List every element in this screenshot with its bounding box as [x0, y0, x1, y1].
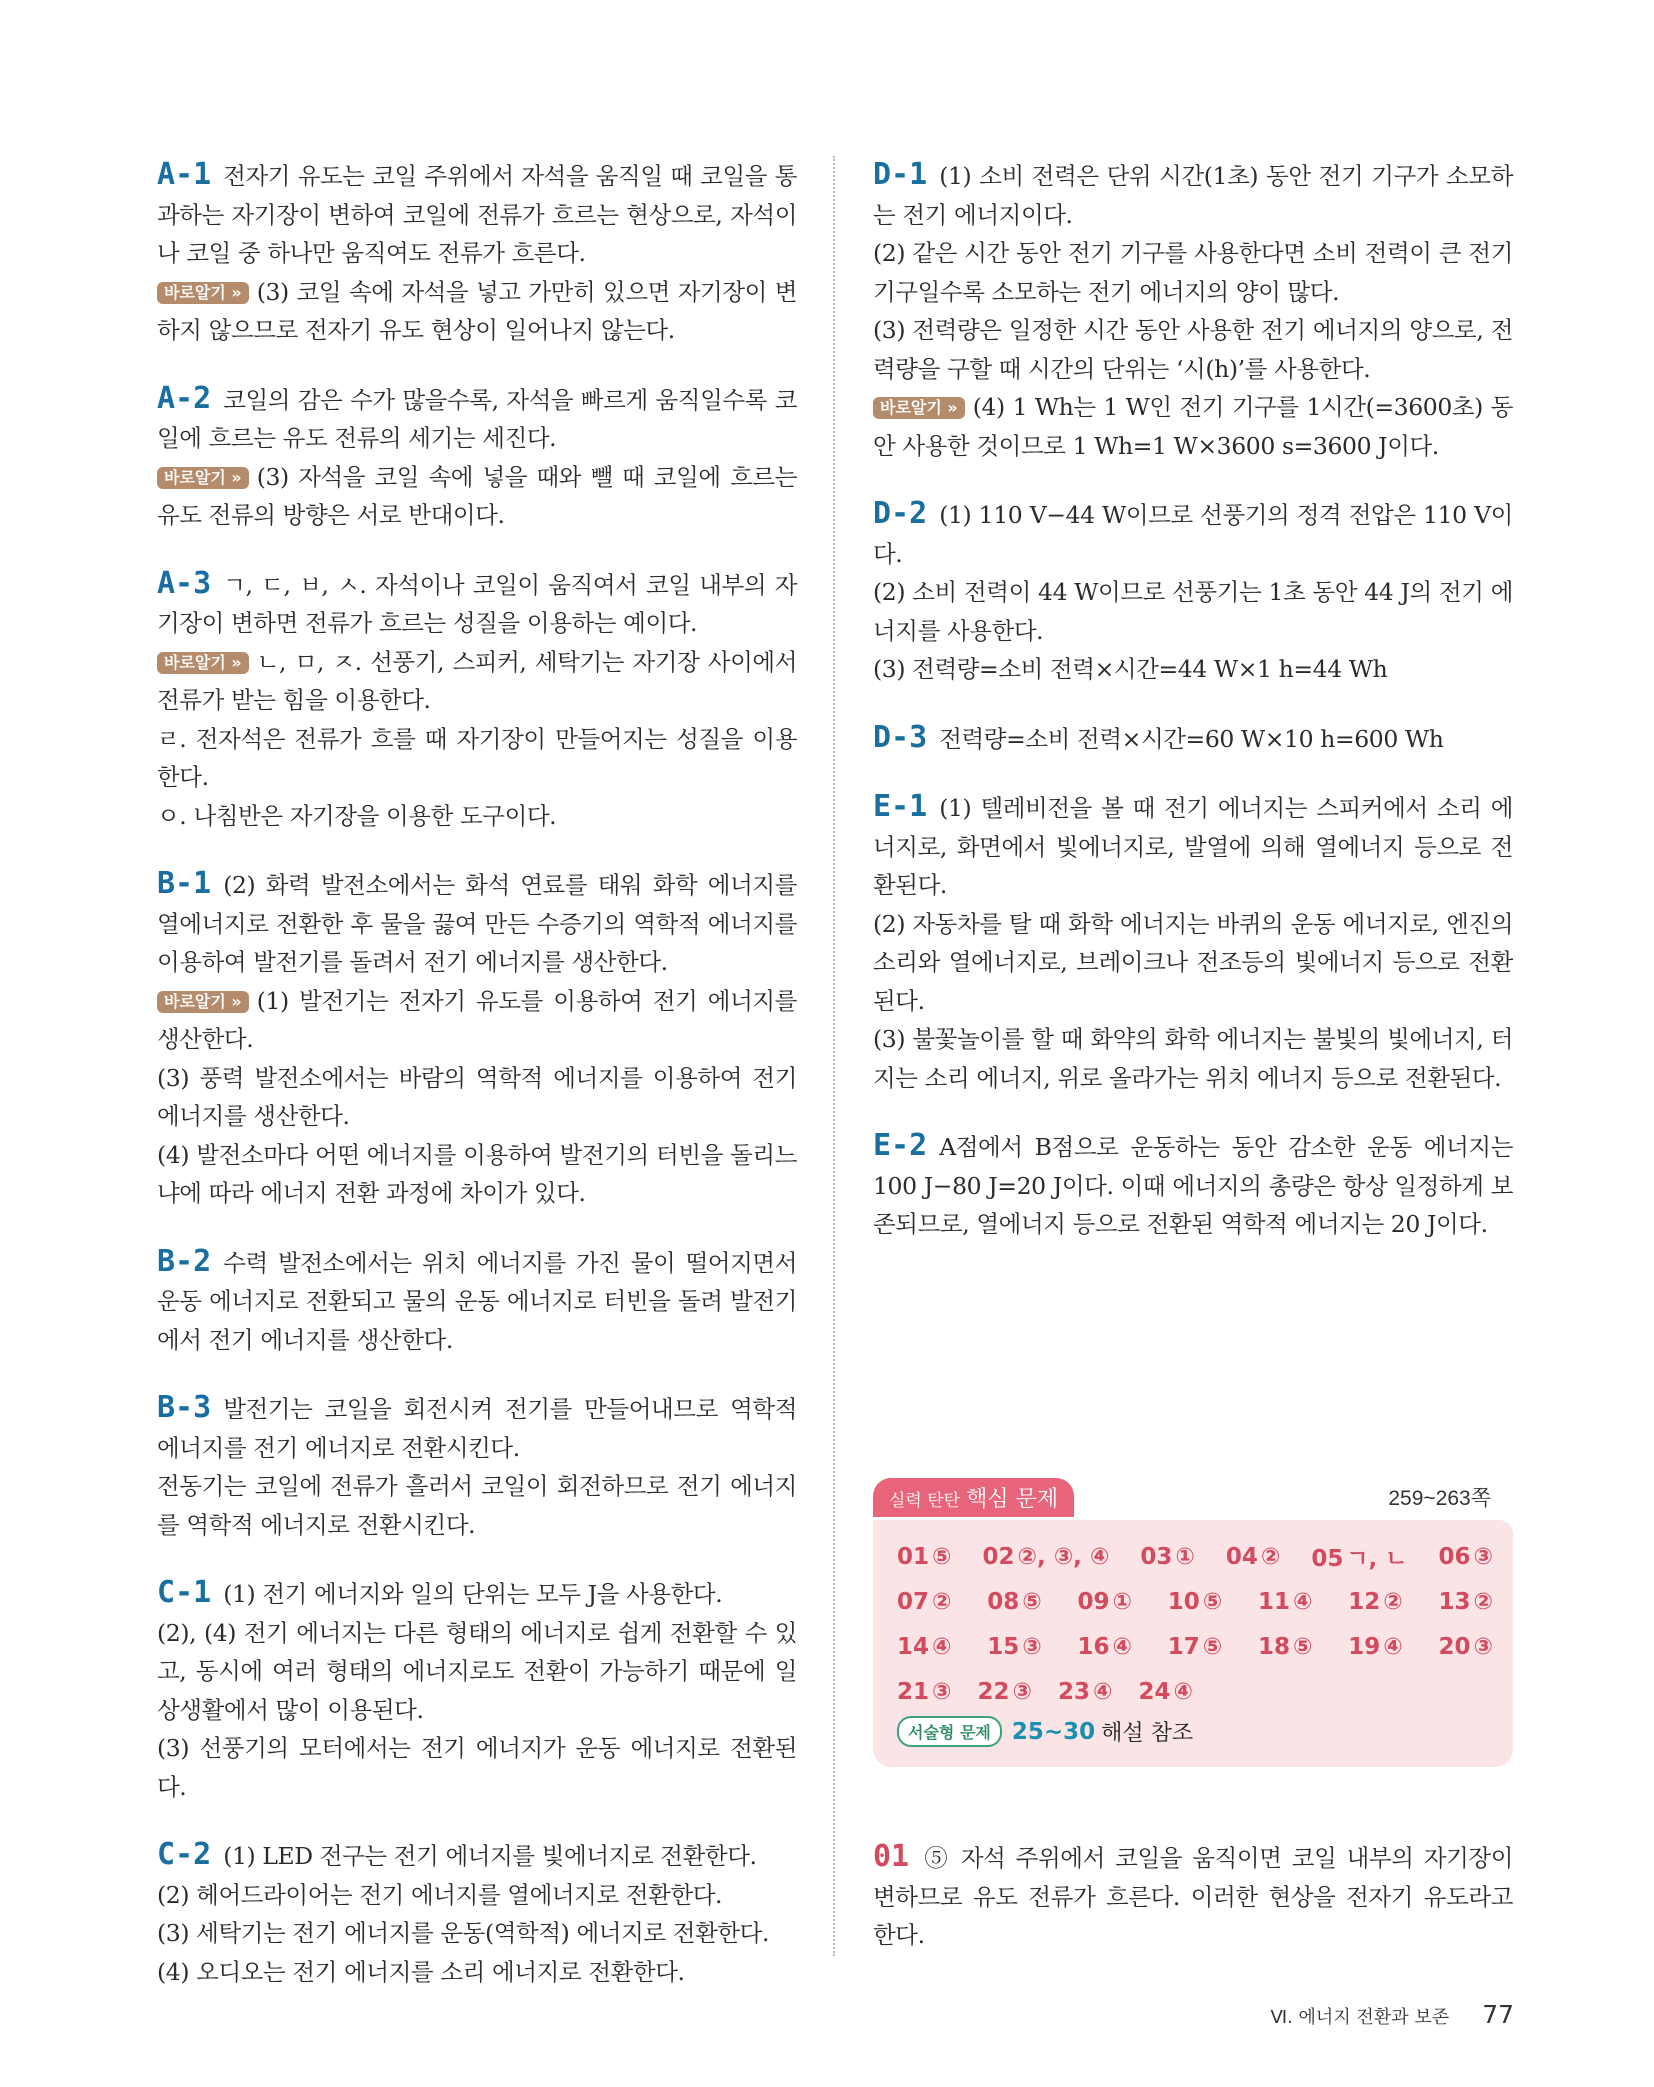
solution-text: (1) 발전기는 전자기 유도를 이용하여 전기 에너지를 생산한다. [157, 986, 797, 1053]
right-column [873, 156, 1513, 1274]
answer-number: 17 [1167, 1633, 1200, 1660]
answer-number: 04 [1225, 1543, 1258, 1570]
answer-item [1348, 1589, 1403, 1615]
answer-item [897, 1544, 952, 1570]
solution-text: 발전기는 코일을 회전시켜 전기를 만들어내므로 역학적 에너지를 전기 에너지로 전환시킨다. [157, 1395, 797, 1462]
check-tag: 바로알기 » [157, 991, 249, 1013]
solution-line [157, 1467, 797, 1544]
answer-number: 02 [982, 1543, 1015, 1570]
answer-row [897, 1534, 1493, 1579]
solution-block [157, 565, 797, 836]
solution-text: (1) 소비 전력은 단위 시간(1초) 동안 전기 기구가 소모하는 전기 에너지이다. [873, 162, 1513, 229]
answer-value: ③ [1473, 1543, 1493, 1570]
answer-number: 21 [897, 1678, 930, 1705]
answer-number: 06 [1438, 1543, 1471, 1570]
answer-value: ③ [1473, 1633, 1493, 1660]
solution-text: (3) 자석을 코일 속에 넣을 때와 뺄 때 코일에 흐르는 유도 전류의 방향은 서로 반대이다. [157, 462, 797, 529]
answer-value: ⑤ [1293, 1633, 1313, 1660]
answer-value: ② [1260, 1543, 1281, 1570]
answer-value: ㄱ, ㄴ [1346, 1546, 1408, 1572]
answer-value: ④ [932, 1633, 952, 1660]
check-tag: 바로알기 » [157, 652, 249, 674]
solution-text: (3) 불꽃놀이를 할 때 화약의 화학 에너지는 불빛의 빛에너지, 터지는 소리 에너지, 위로 올라가는 위치 에너지 등으로 전환된다. [873, 1025, 1513, 1092]
answer-item [1168, 1589, 1223, 1615]
solution-01-text [873, 1838, 1513, 1955]
answer-item [1078, 1589, 1133, 1615]
solution-text: 전자기 유도는 코일 주위에서 자석을 움직일 때 코일을 통과하는 자기장이 변하여 코일에 전류가 흐르는 현상으로, 자석이나 코일 중 하나만 움직여도 전류가 흐른다. [157, 162, 797, 267]
solution-text: ㅇ. 나침반은 자기장을 이용한 도구이다. [157, 801, 557, 830]
answer-title-big: 핵심 문제 [966, 1487, 1059, 1512]
solution-label: A-3 [157, 565, 212, 601]
solution-label: A-2 [157, 380, 212, 416]
solution-text: ㄹ. 전자석은 전류가 흐를 때 자기장이 만들어지는 성질을 이용한다. [157, 724, 797, 791]
column-divider [833, 156, 835, 1956]
solution-block [873, 495, 1513, 689]
essay-row [897, 1716, 1493, 1747]
answer-value: ⑤ [1022, 1588, 1042, 1615]
answer-number: 22 [977, 1678, 1010, 1705]
solution-line [157, 643, 797, 720]
solution-label: C-2 [157, 1837, 212, 1872]
answer-item [987, 1634, 1042, 1660]
answer-panel [873, 1476, 1513, 1767]
answer-value: ③ [1012, 1678, 1032, 1705]
solution-line [157, 1914, 797, 1953]
solution-text: (3) 전력량은 일정한 시간 동안 사용한 전기 에너지의 양으로, 전력량을 구할 때 시간의 단위는 ‘시(h)’를 사용한다. [873, 316, 1513, 383]
answer-item [1311, 1540, 1407, 1573]
check-tag: 바로알기 » [157, 282, 249, 304]
answer-value: ① [1112, 1588, 1132, 1615]
answer-number: 14 [897, 1633, 930, 1660]
solution-label: E-1 [873, 789, 928, 824]
answer-number: 10 [1167, 1588, 1200, 1615]
solution-line [157, 1876, 797, 1915]
solution-label: D-2 [873, 496, 928, 531]
answer-number: 24 [1138, 1678, 1171, 1705]
answer-number: 15 [987, 1633, 1020, 1660]
answer-item [897, 1589, 952, 1615]
answer-box [873, 1520, 1513, 1767]
solution-line [157, 1243, 797, 1360]
solution-text: (1) 전기 에너지와 일의 단위는 모두 J을 사용한다. [223, 1580, 723, 1608]
essay-tag: 서술형 문제 [897, 1716, 1002, 1747]
answer-value: ③ [1022, 1633, 1042, 1660]
solution-text: 전력량=소비 전력×시간=60 W×10 h=600 Wh [939, 724, 1444, 753]
solution-label: C-1 [157, 1575, 212, 1610]
answer-panel-title [873, 1478, 1074, 1517]
solution-line [873, 1127, 1513, 1244]
check-tag: 바로알기 » [873, 397, 965, 419]
answer-value: ②, ③, ④ [1017, 1543, 1110, 1570]
solution-line [157, 1953, 797, 1992]
solution-block [873, 788, 1513, 1097]
solution-line [873, 156, 1513, 234]
solution-text: (3) 코일 속에 자석을 넣고 가만히 있으면 자기장이 변하지 않으므로 전자기 유도 현상이 일어나지 않는다. [157, 277, 797, 344]
solution-block [157, 156, 797, 350]
solution-label: D-3 [873, 719, 928, 755]
solution-line [873, 573, 1513, 650]
solution-line [157, 1059, 797, 1136]
answer-item [1139, 1679, 1194, 1705]
solution-block [157, 1389, 797, 1544]
answer-number: 05 [1311, 1546, 1344, 1572]
answer-title-small: 실력 탄탄 [889, 1491, 961, 1511]
answer-number: 19 [1348, 1633, 1381, 1660]
solution-label: B-2 [157, 1243, 212, 1279]
solution-body: ⑤ 자석 주위에서 코일을 움직이면 코일 내부의 자기장이 변하므로 유도 전류가 흐른다. 이러한 현상을 전자기 유도라고 한다. [873, 1844, 1513, 1949]
answer-item [1439, 1634, 1494, 1660]
solution-line [157, 1136, 797, 1213]
solution-text: (1) LED 전구는 전기 에너지를 빛에너지로 전환한다. [223, 1842, 757, 1870]
solution-line [157, 1614, 797, 1730]
answer-number: 20 [1438, 1633, 1471, 1660]
solution-block [157, 380, 797, 535]
answer-item [1439, 1589, 1494, 1615]
solution-text: (3) 세탁기는 전기 에너지를 운동(역학적) 에너지로 전환한다. [157, 1919, 770, 1947]
answer-panel-header [873, 1476, 1513, 1520]
solution-line [157, 565, 797, 643]
answer-item [1168, 1634, 1223, 1660]
answer-value: ④ [1293, 1588, 1313, 1615]
solution-text: ㄴ, ㅁ, ㅈ. 선풍기, 스피커, 세탁기는 자기장 사이에서 전류가 받는 힘을 이용한다. [157, 647, 797, 714]
answer-item [1348, 1634, 1403, 1660]
answer-row [897, 1579, 1493, 1624]
answer-number: 01 [897, 1543, 930, 1570]
answer-value: ⑤ [1202, 1588, 1223, 1615]
answer-value: ④ [1093, 1678, 1113, 1705]
solution-line [873, 650, 1513, 689]
solution-line [157, 982, 797, 1059]
solution-line [873, 311, 1513, 388]
solution-text: ㄱ, ㄷ, ㅂ, ㅅ. 자석이나 코일이 움직여서 코일 내부의 자기장이 변하면 전류가 흐르는 성질을 이용하는 예이다. [157, 570, 797, 637]
answer-item [1140, 1544, 1195, 1570]
page-footer [1271, 2000, 1515, 2029]
solution-label: 01 [873, 1839, 910, 1874]
solution-line [157, 797, 797, 836]
solution-block [873, 156, 1513, 465]
solution-text: (4) 발전소마다 어떤 에너지를 이용하여 발전기의 터빈을 돌리느냐에 따라 에너지 전환 과정에 차이가 있다. [157, 1140, 797, 1207]
solution-line [157, 720, 797, 797]
answer-value: ② [932, 1588, 952, 1615]
solution-line [873, 234, 1513, 311]
answer-number: 13 [1438, 1588, 1471, 1615]
solution-text: (2) 자동차를 탈 때 화학 에너지는 바퀴의 운동 에너지로, 엔진의 소리와 열에너지로, 브레이크나 전조등의 빛에너지 등으로 전환된다. [873, 909, 1513, 1015]
solution-line [873, 788, 1513, 905]
footer-section: Ⅵ. 에너지 전환과 보존 [1270, 2007, 1450, 2028]
solution-block [873, 719, 1513, 759]
solution-text: (1) 텔레비전을 볼 때 전기 에너지는 스피커에서 소리 에너지로, 화면에서 빛에너지로, 발열에 의해 열에너지 등으로 전환된다. [873, 794, 1513, 899]
answer-value: ② [1473, 1588, 1493, 1615]
solution-text: A점에서 B점으로 운동하는 동안 감소한 운동 에너지는 100 J−80 J=20 J이다. 이때 에너지의 총량은 항상 일정하게 보존되므로, 열에너지 등으로 전환된 역학적 에너지는 20 J이다. [873, 1133, 1513, 1238]
solution-text: (2) 헤어드라이어는 전기 에너지를 열에너지로 전환한다. [157, 1880, 723, 1909]
solution-text: (2) 화력 발전소에서는 화석 연료를 태워 화학 에너지를 열에너지로 전환한 후 물을 끓여 만든 수증기의 역학적 에너지를 이용하여 발전기를 돌려서 전기 에너지를 생산한다. [157, 871, 797, 976]
answer-value: ④ [1383, 1633, 1403, 1660]
solution-label: B-3 [157, 1390, 212, 1425]
answer-value: ② [1383, 1588, 1403, 1615]
answer-item [1258, 1634, 1313, 1660]
answer-value: ① [1175, 1543, 1195, 1570]
solution-label: E-2 [873, 1128, 928, 1163]
solution-line [157, 1574, 797, 1614]
answer-number: 03 [1140, 1543, 1173, 1570]
solution-block [157, 865, 797, 1213]
answer-row [897, 1669, 1493, 1714]
solution-text: (4) 오디오는 전기 에너지를 소리 에너지로 전환한다. [157, 1957, 685, 1986]
solution-line [157, 458, 797, 535]
answer-number: 23 [1058, 1678, 1091, 1705]
page-number: 77 [1482, 2000, 1514, 2029]
answer-item [978, 1679, 1033, 1705]
answer-grid [897, 1534, 1493, 1714]
solution-label: D-1 [873, 157, 928, 192]
answer-item [1078, 1634, 1133, 1660]
answer-number: 12 [1348, 1588, 1381, 1615]
left-column [157, 156, 797, 2021]
solution-text: (4) 1 Wh는 1 W인 전기 기구를 1시간(=3600초) 동안 사용한 것이므로 1 Wh=1 W×3600 s=3600 J이다. [873, 393, 1513, 460]
answer-item [1438, 1544, 1493, 1570]
solution-line [157, 1729, 797, 1806]
solution-label: B-1 [157, 866, 212, 901]
answer-value: ③ [932, 1678, 952, 1705]
solution-line [157, 380, 797, 458]
solution-label: A-1 [157, 157, 212, 192]
solution-line [873, 719, 1513, 759]
answer-value: ⑤ [932, 1543, 952, 1570]
solution-text: (2), (4) 전기 에너지는 다른 형태의 에너지로 쉽게 전환할 수 있고, 동시에 여러 형태의 에너지로도 전환이 가능하기 때문에 일상생활에서 많이 이용된다. [157, 1618, 797, 1724]
answer-value: ⑤ [1202, 1633, 1223, 1660]
answer-item [1058, 1679, 1113, 1705]
answer-item [1258, 1589, 1313, 1615]
solution-block [157, 1574, 797, 1806]
solution-text: (1) 110 V−44 W이므로 선풍기의 정격 전압은 110 V이다. [873, 501, 1513, 568]
solution-text: 코일의 감은 수가 많을수록, 자석을 빠르게 움직일수록 코일에 흐르는 유도 전류의 세기는 세진다. [157, 385, 797, 452]
solution-line [873, 495, 1513, 573]
answer-item [1226, 1544, 1281, 1570]
answer-number: 11 [1258, 1588, 1291, 1615]
solution-line [157, 1389, 797, 1467]
solution-text: (2) 소비 전력이 44 W이므로 선풍기는 1초 동안 44 J의 전기 에너지를 사용한다. [873, 578, 1513, 645]
answer-number: 08 [987, 1588, 1020, 1615]
answer-number: 07 [897, 1588, 930, 1615]
answer-value: ④ [1173, 1678, 1193, 1705]
solution-block [157, 1836, 797, 1991]
solution-text: (3) 선풍기의 모터에서는 전기 에너지가 운동 에너지로 전환된다. [157, 1734, 797, 1801]
answer-number: 16 [1077, 1633, 1110, 1660]
answer-number: 18 [1258, 1633, 1291, 1660]
solution-text: (2) 같은 시간 동안 전기 기구를 사용한다면 소비 전력이 큰 전기 기구일수록 소모하는 전기 에너지의 양이 많다. [873, 239, 1513, 306]
answer-item [897, 1634, 952, 1660]
solution-line [157, 156, 797, 273]
solution-line [873, 1020, 1513, 1097]
answer-item [982, 1544, 1109, 1570]
solution-text: 수력 발전소에서는 위치 에너지를 가진 물이 떨어지면서 운동 에너지로 전환되고 물의 운동 에너지로 터빈을 돌려 발전기에서 전기 에너지를 생산한다. [157, 1248, 797, 1354]
solution-text: (3) 풍력 발전소에서는 바람의 역학적 에너지를 이용하여 전기 에너지를 생산한다. [157, 1063, 797, 1130]
essay-range: 25~30 [1011, 1718, 1096, 1745]
solution-text: (3) 전력량=소비 전력×시간=44 W×1 h=44 Wh [873, 655, 1388, 683]
answer-value: ④ [1112, 1633, 1132, 1660]
solution-line [157, 273, 797, 350]
answer-number: 09 [1077, 1588, 1110, 1615]
answer-row [897, 1624, 1493, 1669]
solution-block [873, 1127, 1513, 1244]
solution-01 [873, 1838, 1513, 1955]
solution-line [873, 388, 1513, 465]
solution-text: 전동기는 코일에 전류가 흘러서 코일이 회전하므로 전기 에너지를 역학적 에너지로 전환시킨다. [157, 1472, 797, 1539]
check-tag: 바로알기 » [157, 467, 249, 489]
answer-item [987, 1589, 1042, 1615]
answer-item [897, 1679, 952, 1705]
solution-line [873, 905, 1513, 1021]
solution-block [157, 1243, 797, 1360]
solution-line [157, 1836, 797, 1876]
answer-page-range: 259~263쪽 [1388, 1487, 1491, 1510]
essay-note: 해설 참조 [1101, 1721, 1194, 1746]
solution-line [157, 865, 797, 982]
